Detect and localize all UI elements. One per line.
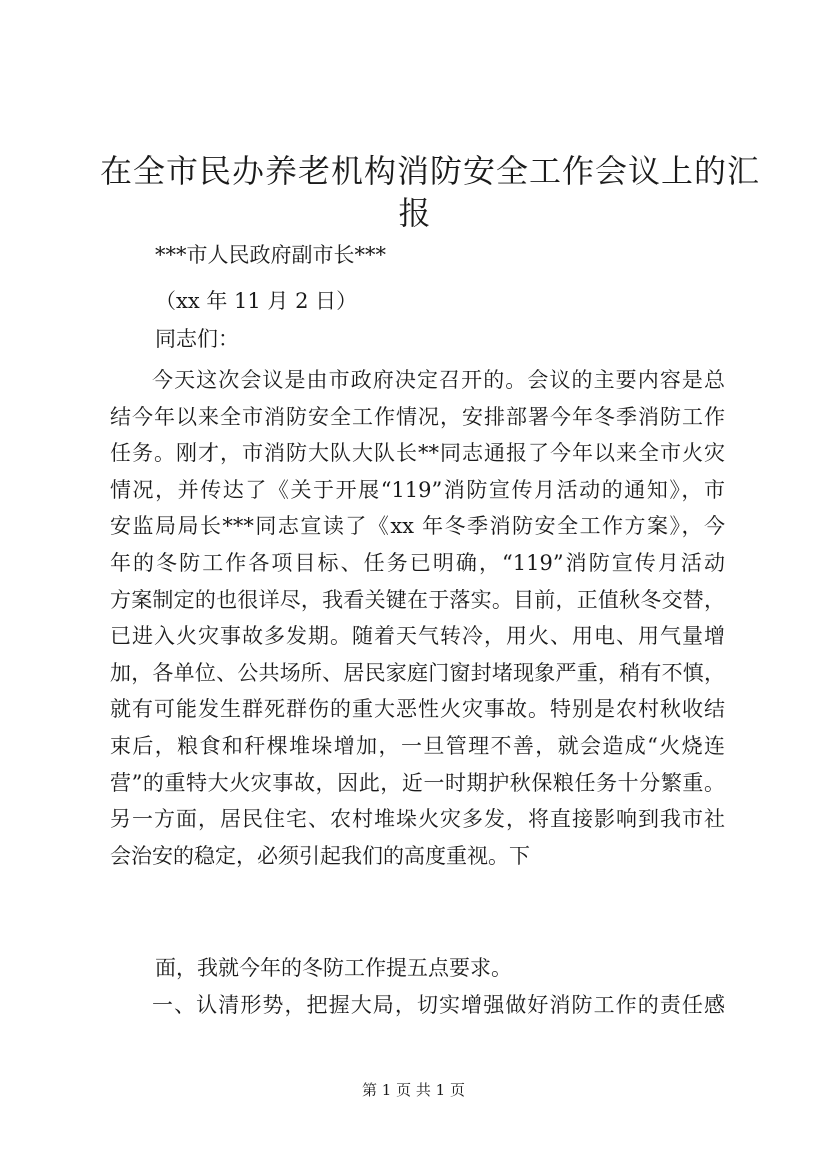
paragraph-line: 就有可能发生群死群伤的重大恶性火灾事故。特别是农村秋收结 <box>110 697 725 722</box>
paragraph-line: 加，各单位、公共场所、居民家庭门窗封堵现象严重，稍有不慎， <box>110 660 725 685</box>
author-line: ***市人民政府副市长*** <box>155 243 386 267</box>
paragraph-line: 年的冬防工作各项目标、任务已明确，“119”消防宣传月活动 <box>110 550 725 575</box>
title-line-1: 在全市民办养老机构消防安全工作会议上的汇 <box>100 152 761 190</box>
paragraph-line: 安监局局长***同志宣读了《xx 年冬季消防安全工作方案》，今 <box>110 514 725 539</box>
title-line-2: 报 <box>398 194 432 232</box>
paragraph-line: 束后，粮食和秆棵堆垛增加，一旦管理不善，就会造成“火烧连 <box>110 733 725 758</box>
body-paragraph-1 <box>110 362 725 874</box>
document-title <box>100 150 761 234</box>
paragraph-line: 情况，并传达了《关于开展“119”消防宣传月活动的通知》，市 <box>110 477 725 502</box>
paragraph-line: 今天这次会议是由市政府决定召开的。会议的主要内容是总 <box>152 368 725 392</box>
body-paragraph-2: 面，我就今年的冬防工作提五点要求。 <box>155 956 512 980</box>
paragraph-line: 营”的重特大火灾事故，因此，近一时期护秋保粮任务十分繁重。 <box>110 770 725 795</box>
paragraph-line: 任务。刚才，市消防大队大队长**同志通报了今年以来全市火灾 <box>110 441 725 466</box>
greeting: 同志们： <box>155 327 239 351</box>
section-heading-1: 一、认清形势，把握大局，切实增强做好消防工作的责任感 <box>152 993 725 1017</box>
page-footer: 第 1 页 共 1 页 <box>362 1081 465 1099</box>
paragraph-line: 另一方面，居民住宅、农村堆垛火灾多发，将直接影响到我市社 <box>110 807 725 832</box>
paragraph-line: 方案制定的也很详尽，我看关键在于落实。目前，正值秋冬交替， <box>110 587 725 612</box>
paragraph-line: 已进入火灾事故多发期。随着天气转冷，用火、用电、用气量增 <box>110 624 725 649</box>
paragraph-line: 会治安的稳定，必须引起我们的高度重视。下 <box>110 843 530 868</box>
date-line: （xx 年 11 月 2 日） <box>155 289 358 313</box>
paragraph-line: 结今年以来全市消防安全工作情况，安排部署今年冬季消防工作 <box>110 404 725 429</box>
